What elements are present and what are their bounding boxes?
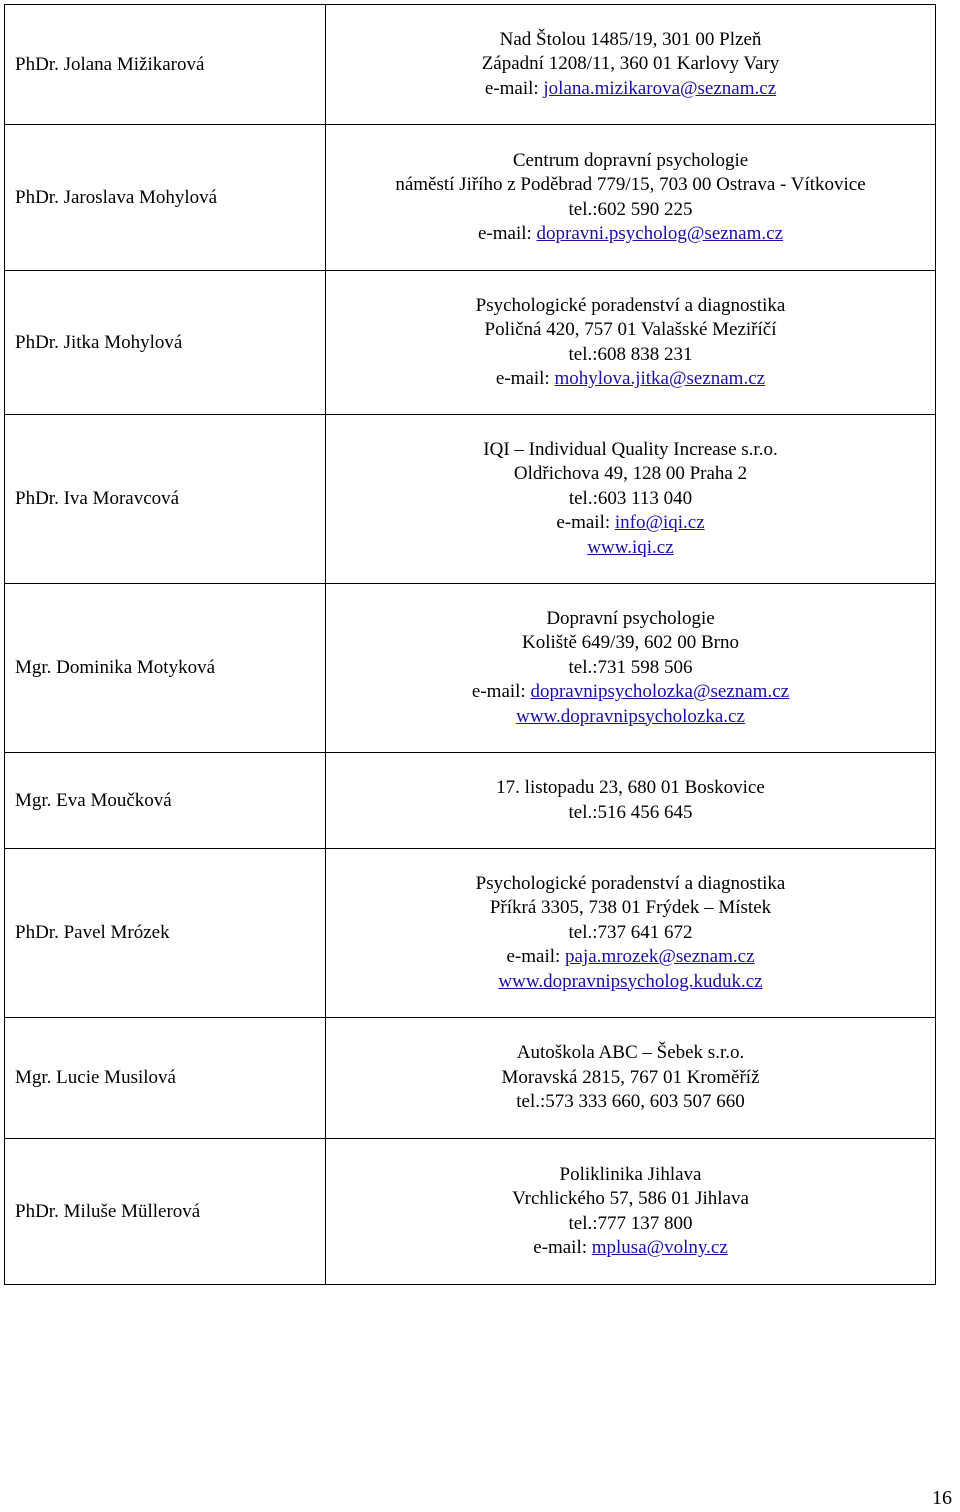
contact-detail-prefix: e-mail:: [533, 1236, 592, 1258]
contact-name: PhDr. Jitka Mohylová: [5, 271, 326, 415]
contact-name: PhDr. Iva Moravcová: [5, 415, 326, 584]
contacts-table: [4, 4, 936, 1285]
contact-details: [326, 753, 936, 849]
contact-detail-line: [326, 222, 935, 246]
contact-name: Mgr. Eva Moučková: [5, 753, 326, 849]
contact-detail-line: Psychologické poradenství a diagnostika: [475, 872, 786, 894]
contact-detail-line: Dopravní psychologie: [546, 607, 715, 629]
email-link[interactable]: paja.mrozek@seznam.cz: [565, 946, 755, 968]
contact-detail-line: tel.:602 590 225: [568, 198, 693, 220]
contact-details: [326, 1139, 936, 1285]
contact-detail-line: [326, 536, 935, 560]
contact-detail-line: Centrum dopravní psychologie: [512, 149, 749, 171]
contact-details: [326, 271, 936, 415]
email-link[interactable]: dopravni.psycholog@seznam.cz: [536, 222, 784, 244]
contact-row: [5, 849, 936, 1018]
contact-details: [326, 584, 936, 753]
contact-detail-line: [326, 1236, 935, 1260]
website-link[interactable]: www.dopravnipsycholozka.cz: [516, 705, 745, 727]
contact-details: [326, 1018, 936, 1139]
contact-detail-line: IQI – Individual Quality Increase s.r.o.: [483, 438, 778, 460]
contact-name: PhDr. Pavel Mrózek: [5, 849, 326, 1018]
contact-row: [5, 125, 936, 271]
contact-detail-prefix: e-mail:: [471, 681, 531, 703]
email-link[interactable]: mplusa@volny.cz: [591, 1236, 728, 1258]
contact-detail-line: tel.:516 456 645: [568, 801, 693, 823]
contact-detail-line: Koliště 649/39, 602 00 Brno: [522, 632, 739, 654]
contact-row: [5, 415, 936, 584]
contact-detail-prefix: e-mail:: [506, 946, 566, 968]
contact-name: Mgr. Dominika Motyková: [5, 584, 326, 753]
contacts-table-body: [5, 5, 936, 1285]
contact-row: [5, 1139, 936, 1285]
contact-detail-line: tel.:777 137 800: [568, 1212, 693, 1234]
contact-detail-line: [326, 367, 935, 391]
contact-detail-prefix: e-mail:: [556, 512, 615, 534]
email-link[interactable]: mohylova.jitka@seznam.cz: [554, 367, 766, 389]
contact-detail-prefix: e-mail:: [495, 367, 555, 389]
email-link[interactable]: jolana.mizikarova@seznam.cz: [543, 77, 777, 99]
contact-detail-line: Západní 1208/11, 360 01 Karlovy Vary: [481, 53, 780, 75]
contact-detail-line: [326, 970, 935, 994]
contact-row: [5, 584, 936, 753]
contact-detail-line: [326, 77, 935, 101]
contact-detail-prefix: e-mail:: [477, 222, 537, 244]
contact-detail-line: tel.:608 838 231: [568, 343, 693, 365]
email-link[interactable]: dopravnipsycholozka@seznam.cz: [530, 681, 790, 703]
website-link[interactable]: www.iqi.cz: [587, 536, 674, 558]
contact-detail-line: [326, 511, 935, 535]
contact-row: [5, 271, 936, 415]
contact-detail-line: [326, 945, 935, 969]
contact-detail-line: Vrchlického 57, 586 01 Jihlava: [512, 1188, 749, 1210]
contact-row: [5, 753, 936, 849]
contact-detail-line: tel.:731 598 506: [568, 656, 693, 678]
contact-detail-line: Poličná 420, 757 01 Valašské Meziříčí: [484, 319, 777, 341]
contact-name: PhDr. Jolana Mižikarová: [5, 5, 326, 125]
contact-details: [326, 125, 936, 271]
contact-name: PhDr. Jaroslava Mohylová: [5, 125, 326, 271]
contact-details: [326, 849, 936, 1018]
contact-detail-line: Autoškola ABC – Šebek s.r.o.: [516, 1042, 745, 1064]
contact-detail-line: Poliklinika Jihlava: [559, 1163, 702, 1185]
contact-detail-line: Oldřichova 49, 128 00 Praha 2: [513, 463, 748, 485]
contact-detail-line: tel.:737 641 672: [568, 921, 693, 943]
contact-name: Mgr. Lucie Musilová: [5, 1018, 326, 1139]
contact-detail-line: Příkrá 3305, 738 01 Frýdek – Místek: [489, 897, 772, 919]
website-link[interactable]: www.dopravnipsycholog.kuduk.cz: [498, 970, 763, 992]
contact-details: [326, 5, 936, 125]
contact-row: [5, 5, 936, 125]
page-number: 16: [932, 1487, 952, 1509]
contact-detail-line: [326, 680, 935, 704]
contact-details: [326, 415, 936, 584]
contact-detail-line: Moravská 2815, 767 01 Kroměříž: [501, 1066, 760, 1088]
contact-row: [5, 1018, 936, 1139]
contact-detail-line: [326, 705, 935, 729]
contact-name: PhDr. Miluše Müllerová: [5, 1139, 326, 1285]
email-link[interactable]: info@iqi.cz: [614, 512, 705, 534]
contact-detail-line: tel.:573 333 660, 603 507 660: [516, 1091, 745, 1113]
contact-detail-line: tel.:603 113 040: [568, 487, 693, 509]
contact-detail-line: 17. listopadu 23, 680 01 Boskovice: [496, 777, 765, 799]
contact-detail-line: Nad Štolou 1485/19, 301 00 Plzeň: [499, 28, 762, 50]
contact-detail-line: náměstí Jiřího z Poděbrad 779/15, 703 00 Ostrava - Vítkovice: [395, 174, 866, 196]
contact-detail-prefix: e-mail:: [484, 77, 544, 99]
contact-detail-line: Psychologické poradenství a diagnostika: [475, 294, 786, 316]
